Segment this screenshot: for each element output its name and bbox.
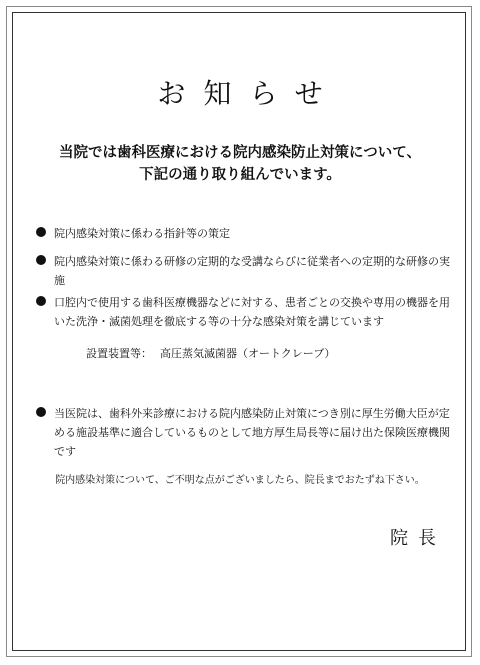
notice-title: お知らせ: [157, 77, 341, 110]
signature: 院長: [390, 528, 446, 549]
list-item: [36, 224, 456, 243]
list-item-text: 口腔内で使用する歯科医療機器などに対する、患者ごとの交換や専用の機器を用いた洗浄・滅菌処理を徹底する等の十分な感染対策を講じています: [54, 296, 450, 328]
contact-note: 院内感染対策について、ご不明な点がございましたら、院長までおたずね下さい。: [55, 475, 425, 486]
equipment-line: [86, 346, 335, 362]
bullet-dot-icon: [36, 407, 46, 417]
intro-statement: [24, 142, 456, 186]
list-item-text: 院内感染対策に係わる研修の定期的な受講ならびに従業者への定期的な研修の実施: [54, 255, 450, 287]
list-item: [36, 404, 456, 461]
list-item: [36, 293, 456, 331]
intro-line-1: 当院では歯科医療における院内感染防止対策について、: [59, 145, 421, 161]
equipment-label: 設置装置等：: [86, 347, 152, 360]
bullet-dot-icon: [36, 255, 46, 265]
list-item: [36, 252, 456, 290]
bullet-dot-icon: [36, 227, 46, 237]
list-item-text: 当医院は、歯科外来診療における院内感染防止対策につき別に厚生労働大臣が定める施設基準に適合しているものとして地方厚生局長等に届け出た保険医療機関です: [54, 407, 450, 458]
equipment-value: 高圧蒸気滅菌器（オートクレーブ）: [160, 347, 336, 360]
bullet-dot-icon: [36, 296, 46, 306]
list-item-text: 院内感染対策に係わる指針等の策定: [54, 227, 230, 240]
intro-line-2: 下記の通り取り組んでいます。: [139, 167, 341, 183]
